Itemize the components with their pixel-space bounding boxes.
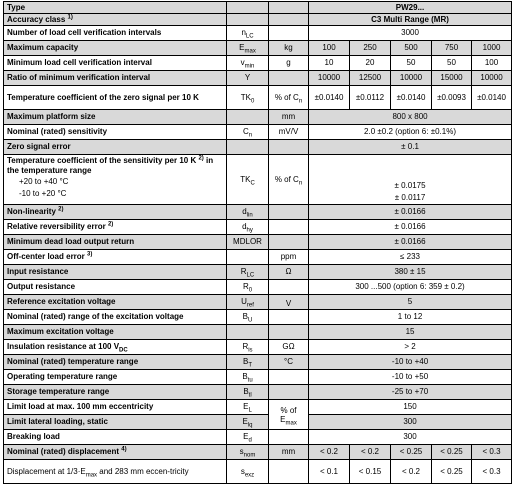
param-unit: GΩ [269, 340, 309, 355]
param-value: 750 [432, 41, 472, 56]
table-row [4, 460, 512, 484]
param-symbol: $s_{exz}$ [227, 460, 269, 484]
param-value: < 0.3 [472, 445, 512, 460]
param-symbol: $B_T$ [227, 355, 269, 370]
param-symbol: $E_{lq}$ [227, 415, 269, 430]
value-line: ± 0.0175 [394, 181, 426, 190]
table-row [4, 340, 512, 355]
param-value: 1000 [472, 41, 512, 56]
param-symbol [227, 110, 269, 125]
param-name: Temperature coefficient of the zero signal per 10 K [4, 86, 227, 110]
table-row [4, 155, 512, 205]
param-name: Off-center load error $^{3)}$ [4, 250, 227, 265]
param-symbol [227, 250, 269, 265]
param-value: ± 0.1 [309, 140, 512, 155]
param-unit: ppm [269, 250, 309, 265]
param-value: 800 x 800 [309, 110, 512, 125]
param-unit [269, 280, 309, 295]
param-symbol: Y [227, 71, 269, 86]
param-unit: °C [269, 355, 309, 370]
param-name: Ratio of minimum verification interval [4, 71, 227, 86]
param-name: Storage temperature range [4, 385, 227, 400]
table-row [4, 56, 512, 71]
table-row [4, 86, 512, 110]
param-unit: mm [269, 110, 309, 125]
accuracy-class-value: C3 Multi Range (MR) [309, 14, 512, 26]
param-value: 500 [391, 41, 432, 56]
param-value: 100 [309, 41, 350, 56]
param-name: Number of load cell verification intervals [4, 26, 227, 41]
param-name: Nominal (rated) range of the excitation voltage [4, 310, 227, 325]
param-name: Nominal (rated) temperature range [4, 355, 227, 370]
param-unit [269, 370, 309, 385]
param-symbol: $R_0$ [227, 280, 269, 295]
param-name: Relative reversibility error $^{2)}$ [4, 220, 227, 235]
param-unit [269, 205, 309, 220]
param-unit: g [269, 56, 309, 71]
value-line: ± 0.0117 [394, 193, 426, 202]
param-value: < 0.15 [350, 460, 391, 484]
param-name: Temperature coefficient of the sensitivity per 10 K $^{2)}$ in the temperature range +20 to +40 °C -10 to +20 °C [4, 155, 227, 205]
param-value: -25 to +70 [309, 385, 512, 400]
table-row [4, 41, 512, 56]
param-value: < 0.25 [391, 445, 432, 460]
param-value: 50 [432, 56, 472, 71]
param-symbol: $TK_C$ [227, 155, 269, 205]
param-unit [269, 140, 309, 155]
param-value: ±0.0140 [309, 86, 350, 110]
param-symbol [227, 325, 269, 340]
table-row [4, 250, 512, 265]
param-symbol [227, 14, 269, 26]
param-unit [269, 14, 309, 26]
table-row [4, 265, 512, 280]
param-name: Minimum dead load output return [4, 235, 227, 250]
param-symbol: $E_d$ [227, 430, 269, 445]
param-value: ≤ 233 [309, 250, 512, 265]
param-value: ±0.0112 [350, 86, 391, 110]
param-value: < 0.1 [309, 460, 350, 484]
param-unit [269, 430, 309, 445]
param-symbol [227, 2, 269, 14]
param-value: 10000 [472, 71, 512, 86]
param-name: Limit lateral loading, static [4, 415, 227, 430]
param-value: 10 [309, 56, 350, 71]
param-symbol: $n_{LC}$ [227, 26, 269, 41]
param-value: 20 [350, 56, 391, 71]
table-row [4, 14, 512, 26]
param-name: Nominal (rated) sensitivity [4, 125, 227, 140]
table-row [4, 280, 512, 295]
param-symbol: $d_{lin}$ [227, 205, 269, 220]
param-value: 50 [391, 56, 432, 71]
param-value: 3000 [309, 26, 512, 41]
param-value: 300 [309, 430, 512, 445]
param-unit: V [269, 295, 309, 310]
param-unit: % of $C_n$ [269, 86, 309, 110]
param-unit [269, 235, 309, 250]
param-symbol: MDLOR [227, 235, 269, 250]
param-value: < 0.2 [391, 460, 432, 484]
param-value: -10 to +40 [309, 355, 512, 370]
table-row [4, 110, 512, 125]
param-value: 380 ± 15 [309, 265, 512, 280]
param-symbol: $B_U$ [227, 310, 269, 325]
param-symbol: $E_L$ [227, 400, 269, 415]
table-row [4, 325, 512, 340]
param-symbol: $U_{ref}$ [227, 295, 269, 310]
param-value [309, 155, 512, 205]
param-unit [269, 2, 309, 14]
param-value: 15000 [432, 71, 472, 86]
table-row [4, 26, 512, 41]
param-name: Nominal (rated) displacement $^{4)}$ [4, 445, 227, 460]
param-value: ± 0.0166 [309, 205, 512, 220]
param-value: 300 ...500 (option 6: 359 ± 0.2) [309, 280, 512, 295]
specification-table [3, 1, 512, 484]
param-value: 10000 [309, 71, 350, 86]
table-row [4, 310, 512, 325]
param-name: Breaking load [4, 430, 227, 445]
param-unit: kg [269, 41, 309, 56]
param-unit: % of $C_n$ [269, 155, 309, 205]
table-row [4, 295, 512, 310]
param-value: < 0.25 [432, 460, 472, 484]
param-value: 300 [309, 415, 512, 430]
param-value: 12500 [350, 71, 391, 86]
param-name: Output resistance [4, 280, 227, 295]
param-name: Zero signal error [4, 140, 227, 155]
param-symbol: $s_{nom}$ [227, 445, 269, 460]
param-name: Minimum load cell verification interval [4, 56, 227, 71]
param-value: < 0.2 [350, 445, 391, 460]
param-symbol: $v_{min}$ [227, 56, 269, 71]
sub-range: -10 to +20 °C [19, 189, 67, 198]
param-symbol: $d_{hy}$ [227, 220, 269, 235]
param-unit [269, 26, 309, 41]
param-name: Maximum capacity [4, 41, 227, 56]
param-unit: mV/V [269, 125, 309, 140]
table-row [4, 140, 512, 155]
param-name: Limit load at max. 100 mm eccentricity [4, 400, 227, 415]
table-row [4, 370, 512, 385]
param-symbol: $TK_0$ [227, 86, 269, 110]
table-row [4, 415, 512, 430]
param-name: Reference excitation voltage [4, 295, 227, 310]
param-unit: % of $E_{max}$ [269, 400, 309, 430]
param-symbol: $E_{max}$ [227, 41, 269, 56]
param-value: 15 [309, 325, 512, 340]
param-value: 250 [350, 41, 391, 56]
param-value: -10 to +50 [309, 370, 512, 385]
param-symbol: $B_{tu}$ [227, 370, 269, 385]
param-unit [269, 220, 309, 235]
param-value: < 0.3 [472, 460, 512, 484]
param-value: ±0.0140 [391, 86, 432, 110]
param-value: ±0.0093 [432, 86, 472, 110]
param-name: Insulation resistance at 100 $V_{DC}$ [4, 340, 227, 355]
param-value: < 0.25 [432, 445, 472, 460]
param-unit: Ω [269, 265, 309, 280]
table-row [4, 205, 512, 220]
param-name: Maximum excitation voltage [4, 325, 227, 340]
table-row [4, 2, 512, 14]
param-symbol: $R_{is}$ [227, 340, 269, 355]
param-name: Displacement at $1/3\cdot E_{max}$ and 283 mm eccen-tricity [4, 460, 227, 484]
param-value: 100 [472, 56, 512, 71]
model-header: PW29... [309, 2, 512, 14]
param-unit [269, 325, 309, 340]
param-value: 10000 [391, 71, 432, 86]
sub-range: +20 to +40 °C [19, 177, 69, 186]
param-value: ±0.0140 [472, 86, 512, 110]
param-value: 1 to 12 [309, 310, 512, 325]
param-name: Accuracy class $^{1)}$ [4, 14, 227, 26]
param-symbol [227, 140, 269, 155]
param-unit [269, 310, 309, 325]
param-symbol: $R_{LC}$ [227, 265, 269, 280]
table-row [4, 235, 512, 250]
table-row [4, 400, 512, 415]
table-row [4, 220, 512, 235]
table-row [4, 355, 512, 370]
param-unit [269, 385, 309, 400]
param-symbol: $B_{tl}$ [227, 385, 269, 400]
param-unit [269, 71, 309, 86]
param-value: ± 0.0166 [309, 235, 512, 250]
param-value: ± 0.0166 [309, 220, 512, 235]
param-value: < 0.2 [309, 445, 350, 460]
param-value: 150 [309, 400, 512, 415]
param-value: 5 [309, 295, 512, 310]
table-row [4, 71, 512, 86]
param-value: > 2 [309, 340, 512, 355]
param-value: 2.0 ±0.2 (option 6: ±0.1%) [309, 125, 512, 140]
param-name: Type [4, 2, 227, 14]
param-name: Operating temperature range [4, 370, 227, 385]
table-row [4, 430, 512, 445]
param-name: Maximum platform size [4, 110, 227, 125]
table-row [4, 125, 512, 140]
param-unit [269, 460, 309, 484]
param-name: Input resistance [4, 265, 227, 280]
param-symbol: $C_n$ [227, 125, 269, 140]
table-row [4, 385, 512, 400]
table-row [4, 445, 512, 460]
param-unit: mm [269, 445, 309, 460]
param-name: Non-linearity $^{2)}$ [4, 205, 227, 220]
